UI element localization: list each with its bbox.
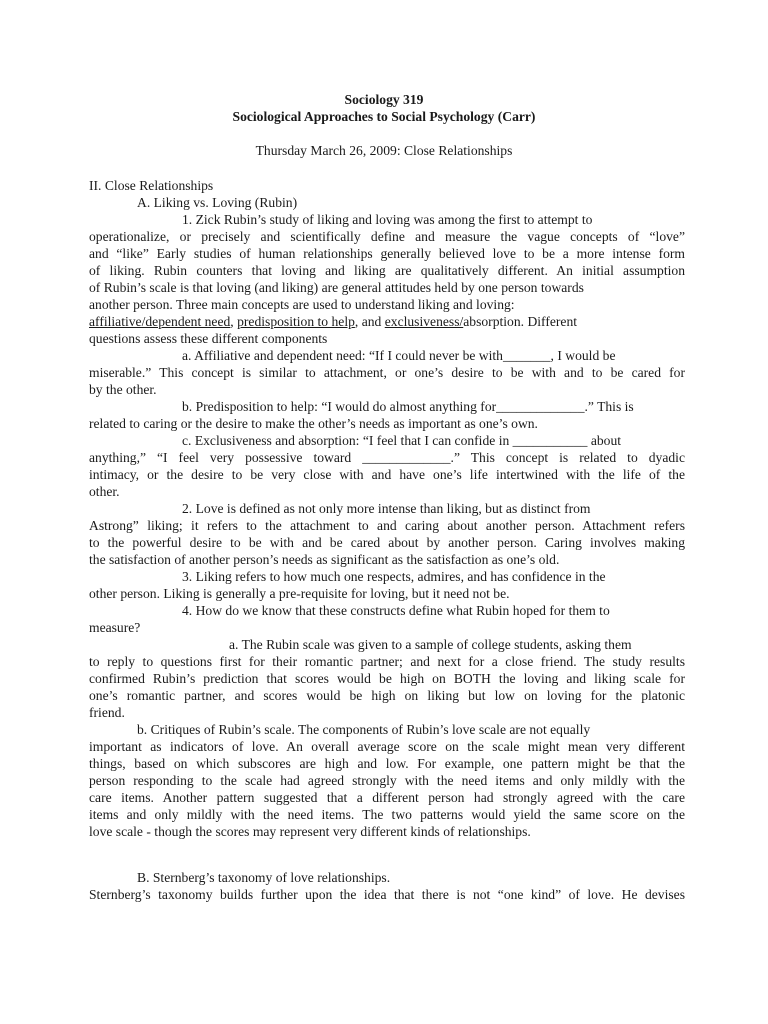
course-number: Sociology 319 [344, 92, 424, 107]
text-line [89, 313, 577, 330]
text-line: a. Affiliative and dependent need: “If I could never be with_______, I would be [182, 348, 616, 363]
text-fragment: absorption. Different [463, 314, 578, 329]
text-line: other person. Liking is generally a pre-requisite for loving, but it need not be. [89, 586, 510, 601]
text-line: b. Predisposition to help: “I would do almost anything for_____________.” This is [182, 399, 634, 414]
text-line: of Rubin’s scale is that loving (and liking) are general attitudes held by one person towards [89, 280, 584, 295]
text-line: friend. [89, 705, 125, 720]
section-heading: II. Close Relationships [89, 178, 214, 193]
text-fragment: , [230, 314, 238, 329]
text-line: the satisfaction of another person’s needs as significant as the satisfaction as one’s old. [89, 552, 560, 567]
text-line: other. [89, 484, 120, 499]
text-line: c. Exclusiveness and absorption: “I feel that I can confide in ___________ about [182, 433, 622, 448]
text-line: items and only mildly with the need items. The two patterns would yield the same score on the [89, 807, 685, 822]
text-line: Astrong” liking; it refers to the attachment to and caring about another person. Attachment refers [89, 518, 685, 533]
lecture-date-title: Thursday March 26, 2009: Close Relationships [255, 143, 513, 158]
text-line: anything,” “I feel very possessive toward _____________.” This concept is related to dyadic [89, 450, 685, 465]
text-line: 1. Zick Rubin’s study of liking and loving was among the first to attempt to [182, 212, 593, 227]
text-fragment: , and [354, 314, 385, 329]
text-line: 3. Liking refers to how much one respects, admires, and has confidence in the [182, 569, 606, 584]
text-line: by the other. [89, 382, 157, 397]
subsection-heading-b: B. Sternberg’s taxonomy of love relationships. [137, 870, 391, 885]
text-line: 4. How do we know that these constructs define what Rubin hoped for them to [182, 603, 610, 618]
text-line: one’s romantic partner, and scores would be high on liking but low on loving for the platonic [89, 688, 685, 703]
text-line: measure? [89, 620, 141, 635]
text-line: intimacy, or the desire to be very close with and have one’s life intertwined with the life of the [89, 467, 685, 482]
text-line: related to caring or the desire to make the other’s needs as important as one’s own. [89, 416, 538, 431]
text-line: questions assess these different components [89, 331, 328, 346]
text-line: b. Critiques of Rubin’s scale. The components of Rubin’s love scale are not equally [137, 722, 591, 737]
text-line: care items. Another pattern suggested that a different person had strongly agreed with the care [89, 790, 685, 805]
course-title: Sociological Approaches to Social Psychology (Carr) [232, 109, 536, 124]
underlined-term: exclusiveness/ [384, 314, 464, 329]
text-line: another person. Three main concepts are used to understand liking and loving: [89, 297, 515, 312]
text-line: Sternberg’s taxonomy builds further upon the idea that there is not “one kind” of love. He devises [89, 887, 685, 902]
underlined-term: affiliative/dependent need [89, 314, 231, 329]
text-line: important as indicators of love. An overall average score on the scale might mean very different [89, 739, 685, 754]
text-line: of liking. Rubin counters that loving and liking are qualitatively different. An initial assumption [89, 263, 685, 278]
text-line: 2. Love is defined as not only more intense than liking, but as distinct from [182, 501, 591, 516]
subsection-heading-a: A. Liking vs. Loving (Rubin) [137, 195, 298, 210]
text-line: things, based on which subscores are high and low. For example, one pattern might be that the [89, 756, 685, 771]
text-line: love scale - though the scores may represent very different kinds of relationships. [89, 824, 531, 839]
text-line: a. The Rubin scale was given to a sample of college students, asking them [229, 637, 632, 652]
text-line: to reply to questions first for their romantic partner; and next for a close friend. The study results [89, 654, 685, 669]
text-line: person responding to the scale had agreed strongly with the need items and only mildly with the [89, 773, 685, 788]
underlined-term: predisposition to help [237, 314, 355, 329]
text-line: confirmed Rubin’s prediction that scores would be high on BOTH the loving and liking scale for [89, 671, 685, 686]
text-line: to the powerful desire to be with and be cared about by another person. Caring involves making [89, 535, 685, 550]
text-line: miserable.” This concept is similar to attachment, or one’s desire to be with and to be cared for [89, 365, 685, 380]
text-line: and “like” Early studies of human relationships generally believed love to be a more intense form [89, 246, 685, 261]
text-line: operationalize, or precisely and scientifically define and measure the vague concepts of “love” [89, 229, 685, 244]
